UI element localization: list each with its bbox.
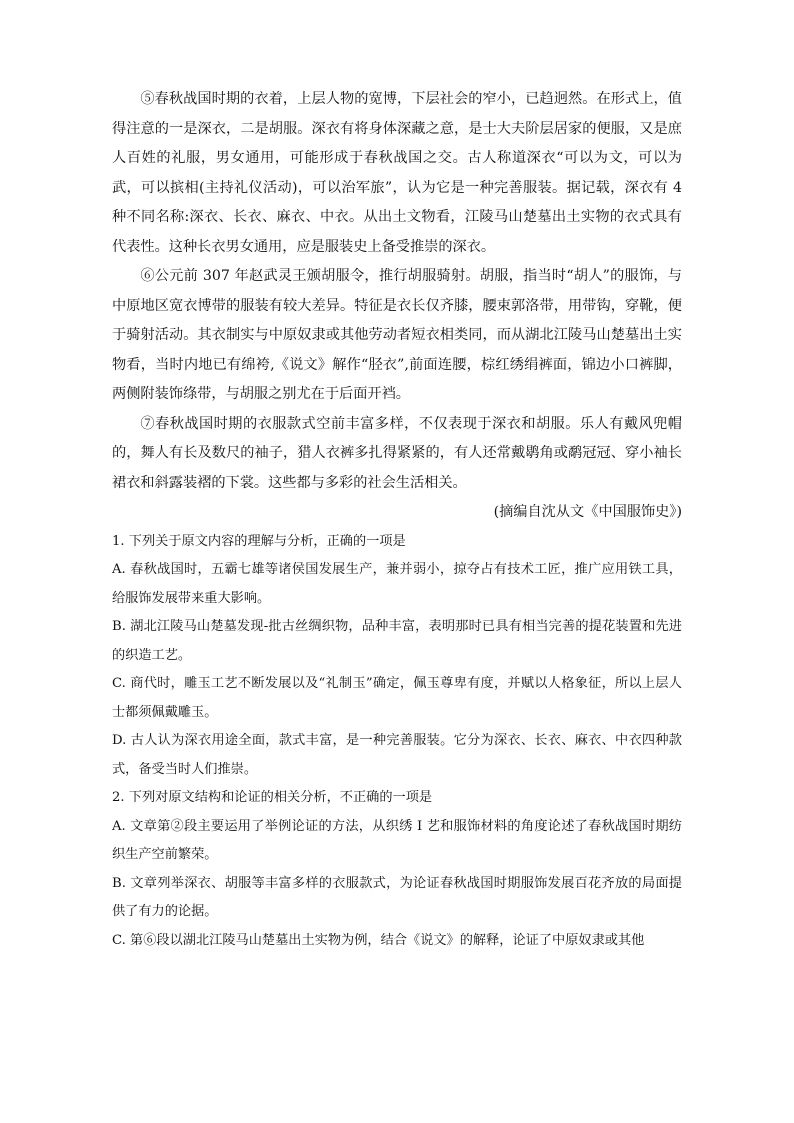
question-2-option-c: C. 第⑥段以湖北江陵马山楚墓出土实物为例，结合《说文》的解释，论证了中原奴隶或其他: [112, 932, 645, 948]
question-2-stem: 2. 下列对原文结构和论证的相关分析，不正确的一项是: [112, 790, 433, 805]
question-1-option-a: A. 春秋战国时，五霸七雄等诸侯国发展生产，兼并弱小，掠夺占有技术工匠，推广应用铁工具，给服饰发展带来重大影响。: [112, 562, 682, 606]
question-1-option-d: D. 古人认为深衣用途全面，款式丰富，是一种完善服装。它分为深衣、长衣、麻衣、中衣四种款式，备受当时人们推崇。: [112, 733, 682, 777]
question-1-option-c: C. 商代时，雕玉工艺不断发展以及“礼制玉”确定，佩玉尊卑有度，并赋以人格象征，所以上层人士都须佩戴雕玉。: [112, 676, 682, 720]
paragraph-5: ⑤春秋战国时期的衣着，上层人物的宽博，下层社会的窄小，已趋迥然。在形式上，值得注意的一是深衣，二是胡服。深衣有将身体深藏之意，是士大夫阶层居家的便服，又是庶人百姓的礼服，男女通用，可能形成于春秋战国之交。古人称道深衣“可以为文，可以为武，可以摈相(主持礼仪活动)，可以治军旅”，认为它是一种完善服装。据记载，深衣有 4 种不同名称:深衣、长衣、麻衣、中衣。从出土文物看，江陵马山楚墓出土实物的衣式具有代表性。这种长衣男女通用，应是服装史上备受推崇的深衣。: [112, 91, 682, 255]
question-2-option-b: B. 文章列举深衣、胡服等丰富多样的衣服款式，为论证春秋战国时期服饰发展百花齐放的局面提供了有力的论据。: [112, 875, 682, 919]
question-1-option-b: B. 湖北江陵马山楚墓发现-批古丝绸织物，品种丰富，表明那时已具有相当完善的提花装置和先进的织造工艺。: [112, 619, 682, 663]
question-2-option-a: A. 文章第②段主要运用了举例论证的方法，从织绣 I 艺和服饰材料的角度论述了春秋战国时期纺织生产空前繁荣。: [112, 818, 682, 862]
paragraph-6: ⑥公元前 307 年赵武灵王颁胡服令，推行胡服骑射。胡服，指当时“胡人”的服饰，与中原地区宽衣博带的服装有较大差异。特征是衣长仅齐膝，腰束郭洛带，用带钩，穿靴，便于骑射活动。其衣制实与中原奴隶或其他劳动者短衣相类同，而从湖北江陵马山楚墓出土实物看，当时内地已有绵袴,《说文》解作“胫衣”,前面连腰，棕红绣绢裤面，锦边小口裤脚，两侧附装饰绦带，与胡服之别尤在于后面开裆。: [112, 268, 682, 402]
source-citation: (摘编自沈从文《中国服饰史》): [493, 504, 682, 520]
question-1-stem: 1. 下列关于原文内容的理解与分析，正确的一项是: [112, 533, 406, 549]
paragraph-7: ⑦春秋战国时期的衣服款式空前丰富多样，不仅表现于深衣和胡服。乐人有戴风兜帽的，舞人有长及数尺的袖子，猎人衣裤多扎得紧紧的，有人还常戴鹖角或鹬冠冠、穿小袖长裙衣和斜露装褶的下裳。这些都与多彩的社会生活相关。: [112, 415, 682, 491]
